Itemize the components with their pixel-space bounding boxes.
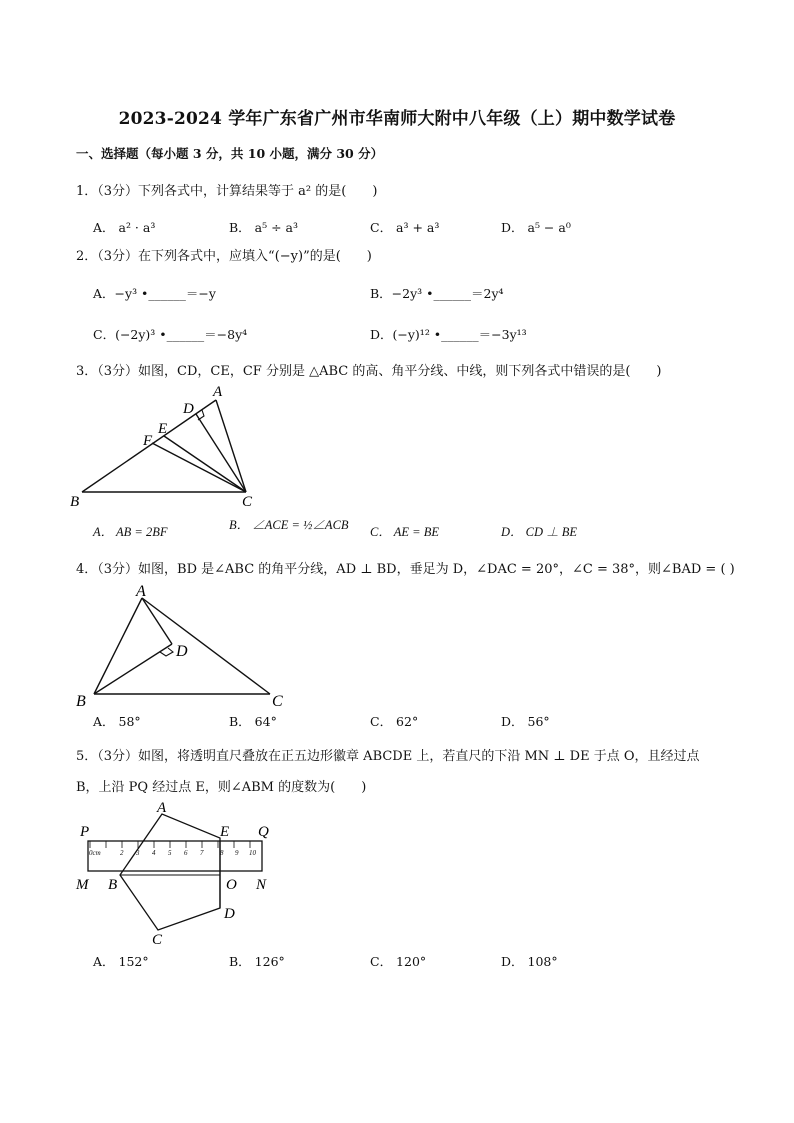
q3-option-c[interactable]: C． AE = BE <box>370 525 439 539</box>
section-heading: 一、选择题（每小题 3 分，共 10 小题，满分 30 分） <box>76 146 384 161</box>
q3-segment-ce <box>164 436 246 492</box>
q3-option-d[interactable]: D． CD ⊥ BE <box>501 525 578 539</box>
q5-label-d: D <box>224 906 235 922</box>
q4-label-c: C <box>272 693 283 710</box>
q1-option-d[interactable]: D． a⁵ − a⁰ <box>501 220 571 235</box>
q4-option-a[interactable]: A． 58° <box>93 714 141 729</box>
q5-label-b: B <box>108 877 118 893</box>
q4-option-b[interactable]: B． 64° <box>229 714 277 729</box>
q5-label-o: O <box>226 877 237 893</box>
q5-option-d[interactable]: D． 108° <box>501 954 558 969</box>
q5-stem-line2: B，上沿 PQ 经过点 E，则∠ABM 的度数为( ) <box>76 780 367 795</box>
page-title: 2023-2024 学年广东省广州市华南师大附中八年级（上）期中数学试卷 <box>118 109 676 129</box>
q4-label-d: D <box>176 643 188 660</box>
q3-segment-cd <box>196 414 246 492</box>
q5-label-a: A <box>157 800 167 816</box>
q2-option-a[interactable]: A．−y³ •______＝−y <box>93 286 216 301</box>
q5-tick-8: 8 <box>220 849 224 857</box>
q5-tick-7: 7 <box>200 849 204 857</box>
q3-label-b: B <box>70 494 80 510</box>
q5-ruler-pentagon-figure <box>72 796 292 956</box>
q5-option-a[interactable]: A． 152° <box>93 954 149 969</box>
q4-option-c[interactable]: C． 62° <box>370 714 419 729</box>
q3-triangle-figure <box>70 380 270 510</box>
q4-segment-ad <box>142 598 172 644</box>
q4-label-a: A <box>136 583 146 600</box>
q5-tick-6: 6 <box>184 849 188 857</box>
q4-triangle-figure <box>72 582 302 712</box>
q5-label-q: Q <box>258 824 269 840</box>
q5-tick-2: 2 <box>120 849 124 857</box>
q5-option-c[interactable]: C． 120° <box>370 954 427 969</box>
q4-option-d[interactable]: D． 56° <box>501 714 550 729</box>
q1-option-b[interactable]: B． a⁵ ÷ a³ <box>229 220 299 235</box>
q1-option-c[interactable]: C． a³ + a³ <box>370 220 440 235</box>
q4-segment-ac <box>142 598 270 694</box>
q5-stem-line1: 5．（3分）如图，将透明直尺叠放在正五边形徽章 ABCDE 上，若直尺的下沿 MN ⊥ DE 于点 O，且经过点 <box>76 749 700 764</box>
q3-label-c: C <box>242 494 253 510</box>
q4-segment-bd <box>94 644 172 694</box>
q5-tick-0: 0cm <box>89 849 101 857</box>
q5-label-e: E <box>220 824 230 840</box>
q3-label-e: E <box>158 421 168 437</box>
q5-tick-9: 9 <box>235 849 239 857</box>
q5-tick-4: 4 <box>152 849 156 857</box>
q5-label-m: M <box>76 877 89 893</box>
q3-option-a[interactable]: A． AB = 2BF <box>93 525 168 539</box>
q5-label-p: P <box>80 824 90 840</box>
q4-stem: 4．（3分）如图，BD 是∠ABC 的角平分线，AD ⊥ BD，垂足为 D，∠DAC = 20°，∠C = 38°，则∠BAD = ( ) <box>76 562 735 577</box>
q5-ruler-ticks <box>90 841 250 848</box>
q1-stem: 1．（3分）下列各式中，计算结果等于 a² 的是( ) <box>76 184 378 199</box>
q2-stem: 2．（3分）在下列各式中，应填入“(−y)”的是( ) <box>76 249 372 264</box>
q5-tick-3: 3 <box>136 849 140 857</box>
q2-option-c[interactable]: C．(−2y)³ •______＝−8y⁴ <box>93 327 248 342</box>
q5-tick-10: 10 <box>249 849 256 857</box>
q3-option-b[interactable]: B． ∠ACE = ½∠ACB <box>229 518 349 532</box>
q4-label-b: B <box>76 693 86 710</box>
q5-option-b[interactable]: B． 126° <box>229 954 285 969</box>
q1-option-a[interactable]: A． a² · a³ <box>93 220 156 235</box>
q3-label-f: F <box>143 433 153 449</box>
q4-segment-ab <box>94 598 142 694</box>
q3-label-a: A <box>213 384 223 400</box>
q5-label-c: C <box>152 932 163 948</box>
q4-right-angle-mark <box>160 648 173 656</box>
q3-stem: 3．（3分）如图，CD，CE，CF 分别是 △ABC 的高、角平分线、中线，则下列各式中错误的是( ) <box>76 364 662 379</box>
q2-option-b[interactable]: B．−2y³ •______＝2y⁴ <box>370 286 504 301</box>
q3-label-d: D <box>183 401 194 417</box>
q5-pentagon <box>120 814 220 930</box>
q5-tick-5: 5 <box>168 849 172 857</box>
q5-label-n: N <box>256 877 267 893</box>
q2-option-d[interactable]: D．(−y)¹² •______＝−3y¹³ <box>370 327 527 342</box>
